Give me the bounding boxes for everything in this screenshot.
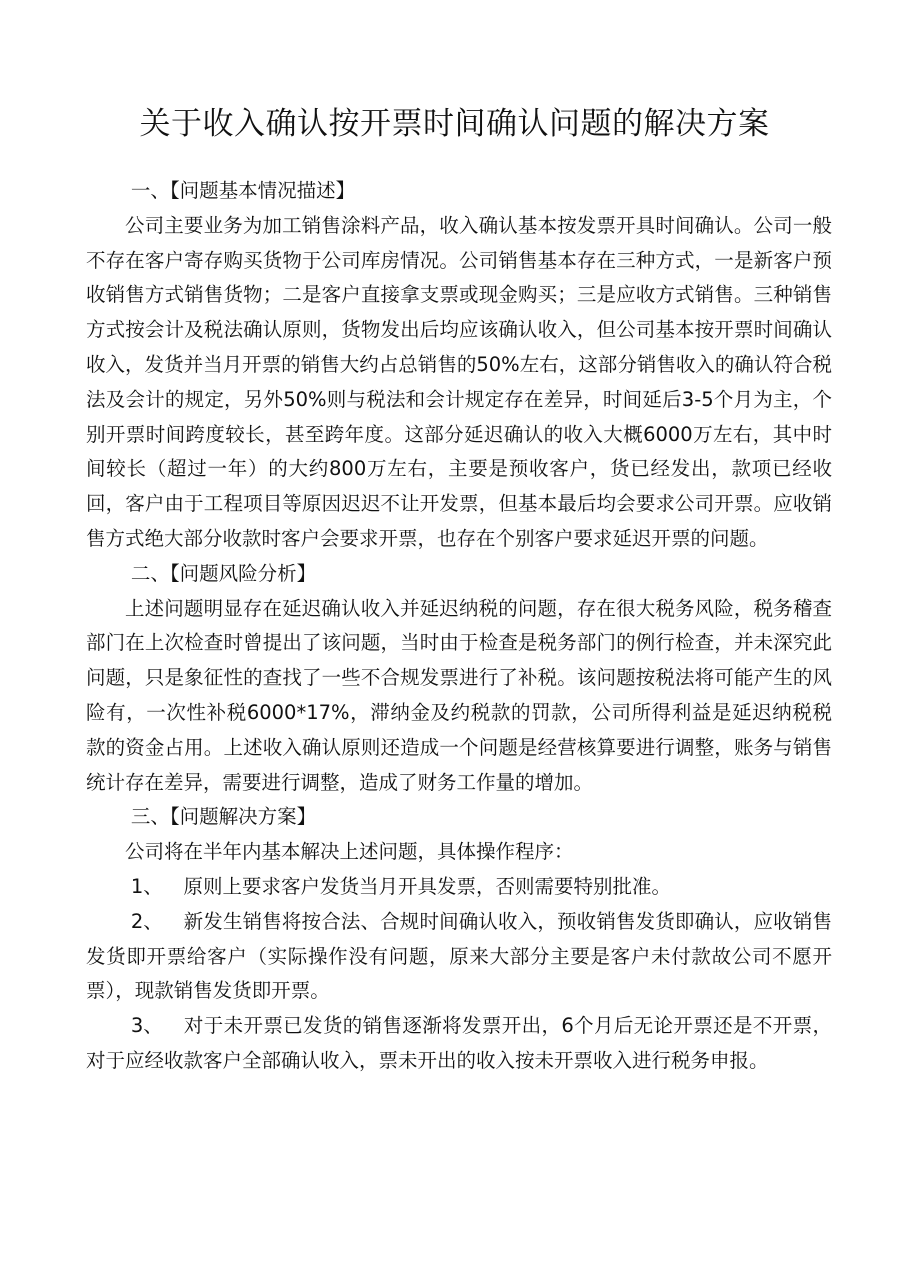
list-item-number: 3、 [130,1014,163,1038]
list-item-number: 1、 [130,874,163,898]
list-item-1 [86,870,832,905]
list-item-text: 原则上要求客户发货当月开具发票，否则需要特别批准。 [183,874,671,898]
section-heading-2: 二、【问题风险分析】 [130,561,317,585]
list-item-text: 新发生销售将按合法、合规时间确认收入，预收销售发货即确认，应收销售发货即开票给客户（实际操作没有问题，原来大部分主要是客户未付款故公司不愿开票），现款销售发货即开票。 [86,909,832,1003]
list-item-text: 对于未开票已发货的销售逐渐将发票开出，6个月后无论开票还是不开票，对于应经收款客户全部确认收入，票未开出的收入按未开票收入进行税务申报。 [86,1014,832,1072]
list-item-2 [86,905,832,1009]
section-2-paragraph: 上述问题明显存在延迟确认收入并延迟纳税的问题，存在很大税务风险，税务稽查部门在上次检查时曾提出了该问题，当时由于检查是税务部门的例行检查，并未深究此问题，只是象征性的查找了一些不合规发票进行了补税。该问题按税法将可能产生的风险有，一次性补税6000*17%，滞纳金及约税款的罚款，公司所得利益是延迟纳税税款的资金占用。上述收入确认原则还造成一个问题是经营核算要进行调整，账务与销售统计存在差异，需要进行调整，造成了财务工作量的增加。 [86,596,832,794]
list-item-3 [86,1009,832,1079]
section-heading-1: 一、【问题基本情况描述】 [130,179,356,202]
section-1-paragraph: 公司主要业务为加工销售涂料产品，收入确认基本按发票开具时间确认。公司一般不存在客户寄存购买货物于公司库房情况。公司销售基本存在三种方式，一是新客户预收销售方式销售货物；二是客户直接拿支票或现金购买；三是应收方式销售。三种销售方式按会计及税法确认原则，货物发出后均应该确认收入，但公司基本按开票时间确认收入，发货并当月开票的销售大约占总销售的50%左右，这部分销售收入的确认符合税法及会计的规定，另外50%则与税法和会计规定存在差异，时间延后3-5个月为主，个别开票时间跨度较长，甚至跨年度。这部分延迟确认的收入大概6000万左右，其中时间较长（超过一年）的大约800万左右，主要是预收客户，货已经发出，款项已经收回，客户由于工程项目等原因迟迟不让开发票，但基本最后均会要求公司开票。应收销售方式绝大部分收款时客户会要求开票，也存在个别客户要求延迟开票的问题。 [86,213,832,550]
document-title: 关于收入确认按开票时间确认问题的解决方案 [139,106,770,142]
section-heading-3: 三、【问题解决方案】 [130,805,317,829]
section-3-intro: 公司将在半年内基本解决上述问题，具体操作程序： [125,840,574,864]
list-item-number: 2、 [130,909,163,933]
document-body [86,174,832,1079]
